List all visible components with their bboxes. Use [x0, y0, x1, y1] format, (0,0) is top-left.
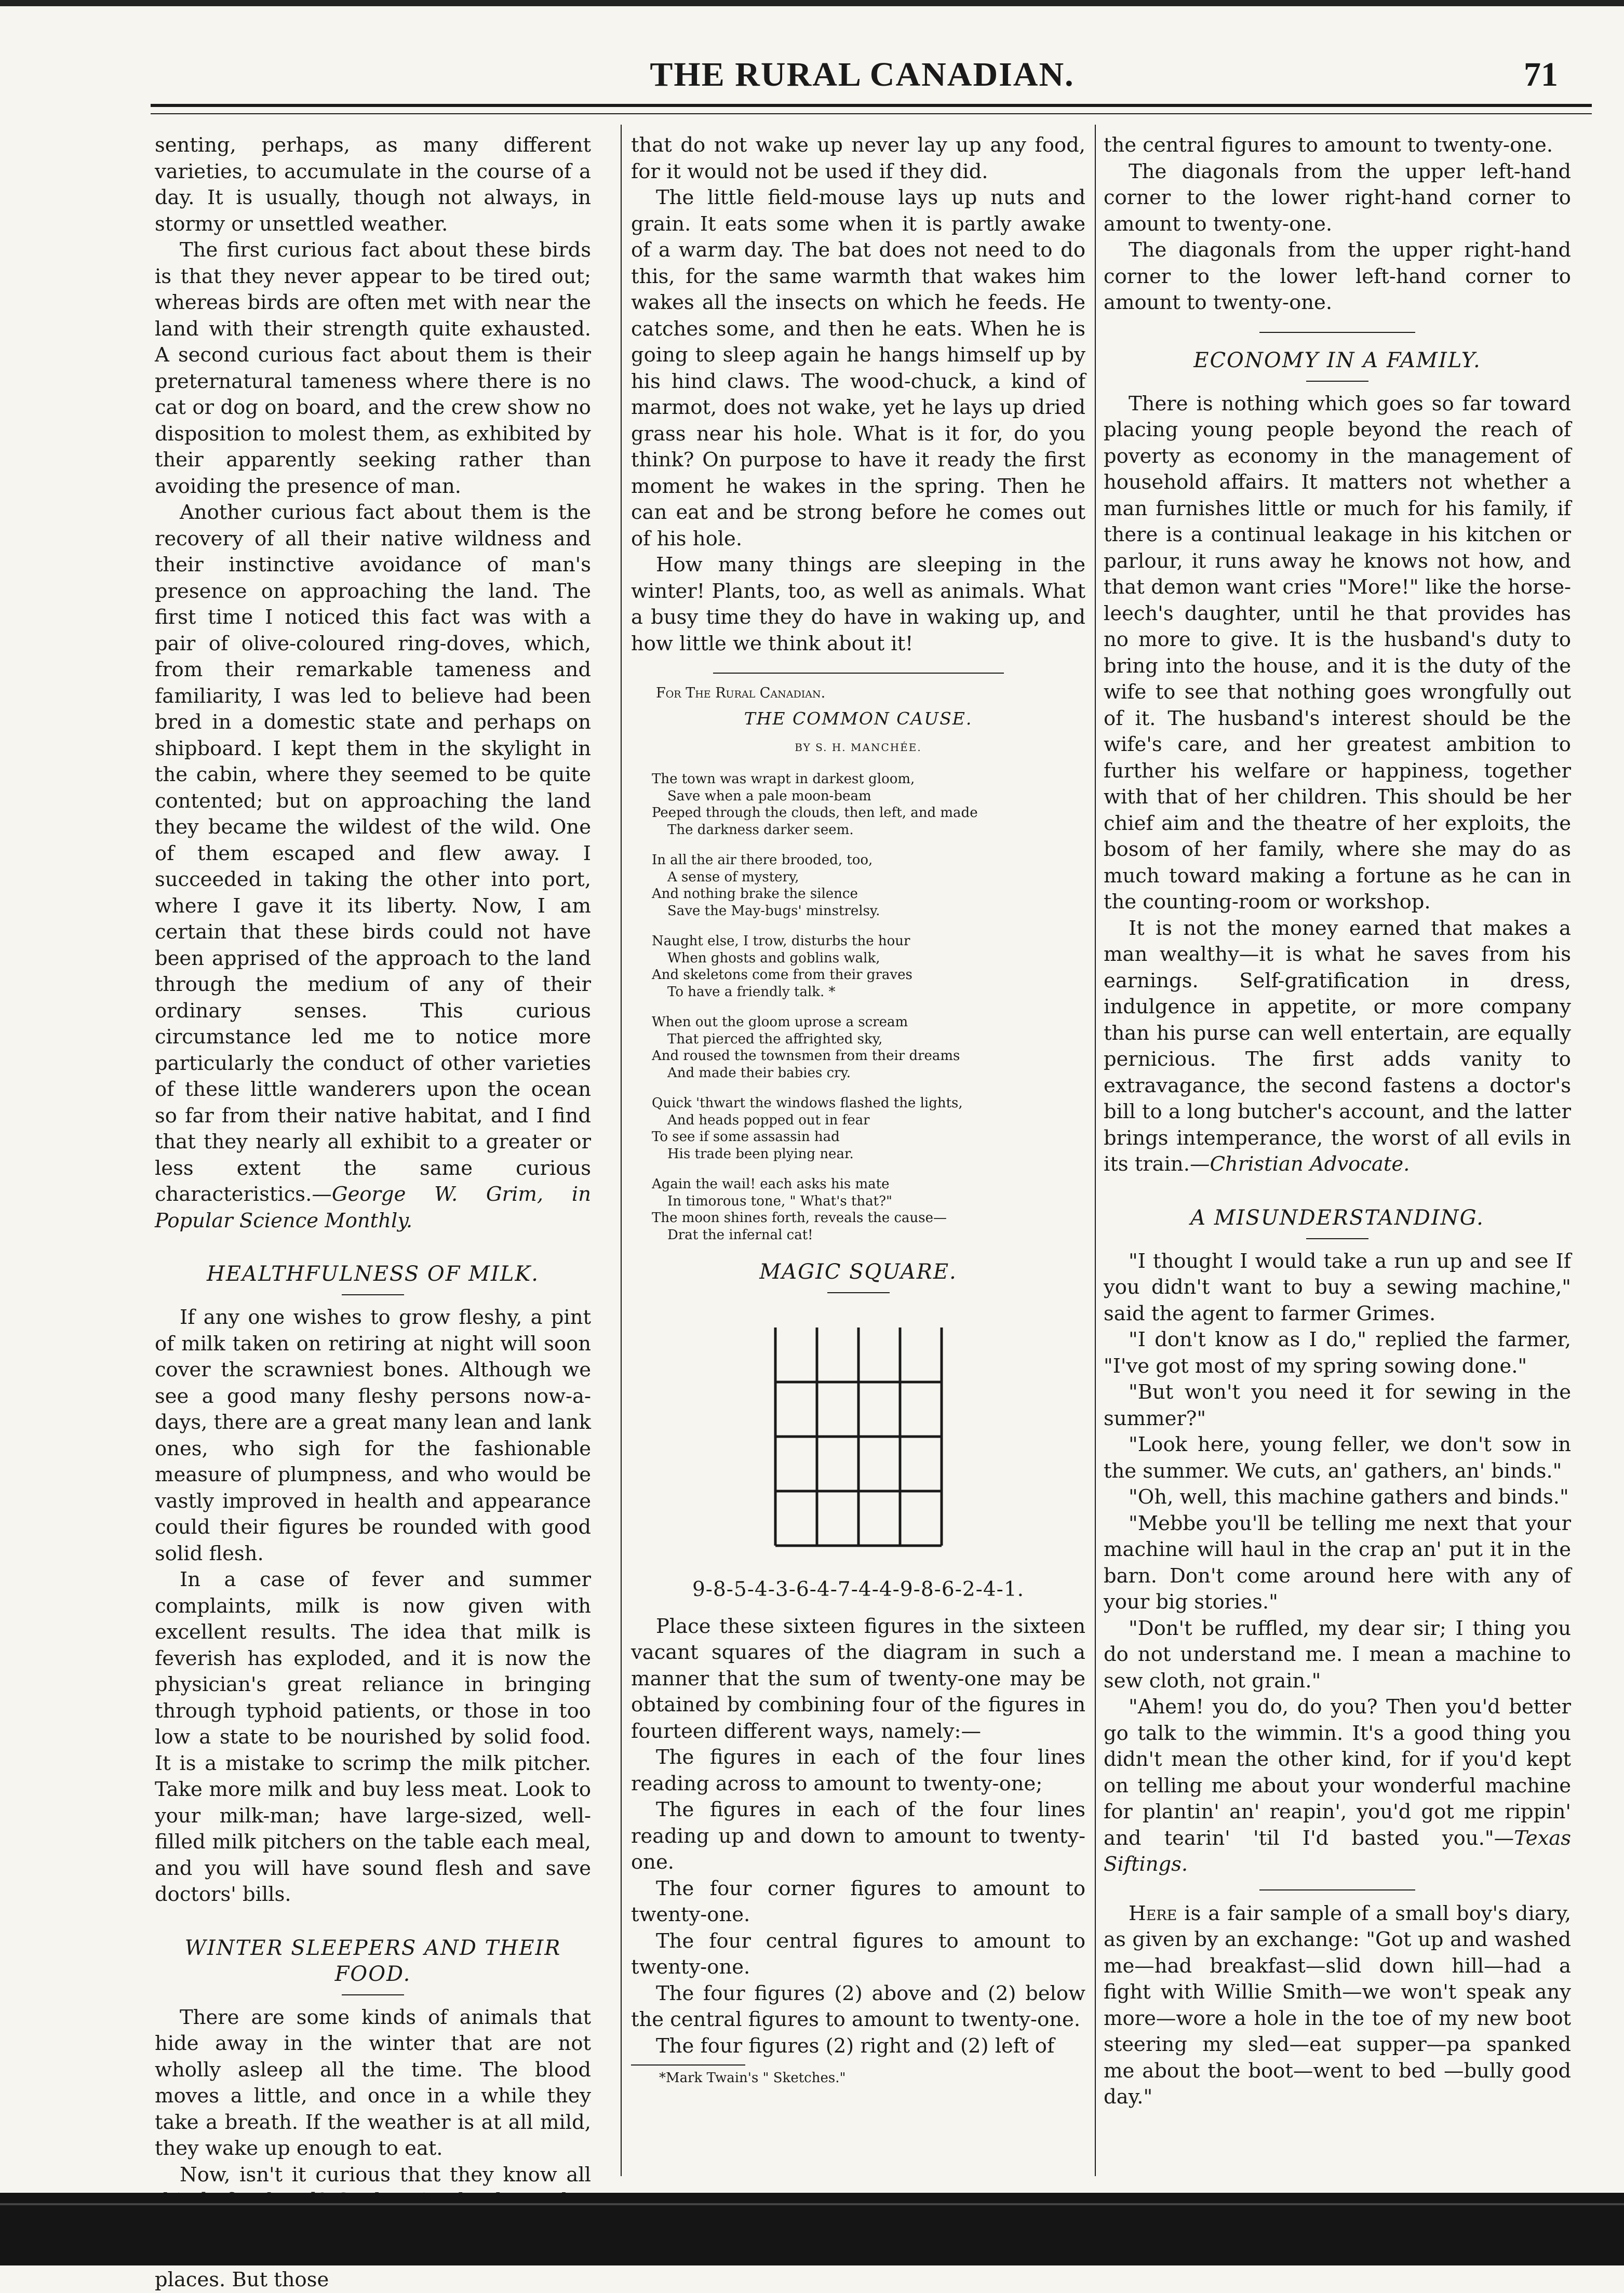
- heading-rule: [1306, 381, 1368, 382]
- section-rule: [1259, 1889, 1415, 1890]
- attribution: —Christian Advocate.: [1190, 1152, 1410, 1176]
- paragraph: "I thought I would take a run up and see If you didn't want to buy a sewing machine," said the agent to farmer Grimes.: [1104, 1249, 1571, 1327]
- poem-stanza: [652, 933, 1085, 1000]
- poem-line: His trade been plying near.: [652, 1146, 1085, 1163]
- paragraph: There are some kinds of animals that hide away in the winter that are not wholly asleep all the time. The blood moves a little, and once in a while they take a breath. If the weather is at all mild, they wake up enough to eat.: [155, 2005, 591, 2162]
- scan-streak: [0, 2203, 1624, 2205]
- paragraph: "Look here, young feller, we don't sow in the summer. We cuts, an' gathers, an' binds.": [1104, 1432, 1571, 1484]
- paragraph: "Oh, well, this machine gathers and binds.": [1104, 1484, 1571, 1511]
- paragraph: that do not wake up never lay up any food, for it would not be used if they did.: [631, 132, 1085, 185]
- column-1: [155, 132, 591, 2293]
- column-3: [1104, 132, 1571, 2111]
- attribution: —Texas Siftings.: [1104, 1827, 1571, 1876]
- paragraph: senting, perhaps, as many different varieties, to accumulate in the course of a day. It is usually, though not always, in stormy or unsettled weather.: [155, 132, 591, 237]
- section-rule: [1259, 332, 1415, 333]
- heading-rule: [342, 1294, 404, 1295]
- paragraph: [1104, 916, 1571, 1178]
- running-title: THE RURAL CANADIAN.: [145, 55, 1579, 95]
- heading-rule: [1306, 1238, 1368, 1239]
- paragraph: The little field-mouse lays up nuts and grain. It eats some when it is partly awake of a warm day. The bat does not need to do this, for the same warmth that wakes him wakes all the insects on which he feeds. He catches some, and then he eats. When he is going to sleep again he hangs himself up by his hind claws. The wood-chuck, a kind of marmot, does not wake, yet he lays up dried grass near his hole. What is it for, do you think? On purpose to have it ready the first moment he wakes in the spring. Then he can eat and be strong before he comes out of his hole.: [631, 185, 1085, 552]
- paragraph: [1104, 1901, 1571, 2111]
- poem-title: THE COMMON CAUSE.: [631, 706, 1085, 732]
- poem: [631, 771, 1085, 1243]
- heading-rule: [342, 1994, 404, 1995]
- article-heading-winter: WINTER SLEEPERS AND THEIR FOOD.: [155, 1935, 591, 1987]
- paragraph: The diagonals from the upper right-hand corner to the lower left-hand corner to amount to twenty-one.: [1104, 237, 1571, 316]
- poem-line: And roused the townsmen from their dreams: [652, 1048, 1085, 1065]
- article-heading-milk: HEALTHFULNESS OF MILK.: [155, 1261, 591, 1287]
- page-number: 71: [1524, 55, 1558, 95]
- header-rule-thick: [151, 104, 1592, 107]
- paragraph: [155, 500, 591, 1234]
- paragraph-text: "Ahem! you do, do you? Then you'd better go talk to the wimmin. It's a good thing you didn't mean the other kind, for if you'd kept on telling me about your wonderful machine for plantin' an' reapin', you'd got me rippin' and tearin' 'til I'd basted you.": [1104, 1695, 1571, 1850]
- paragraph: "Don't be ruffled, my dear sir; I thing you do not understand me. I mean a machine to sew cloth, not grain.": [1104, 1616, 1571, 1695]
- poem-line: A sense of mystery,: [652, 869, 1085, 886]
- header-rule-thin: [151, 113, 1592, 114]
- poem-line: And skeletons come from their graves: [652, 967, 1085, 984]
- magic-square-diagram: [770, 1317, 947, 1556]
- poem-stanza: [652, 1014, 1085, 1081]
- column-divider-2: [1095, 125, 1096, 2176]
- section-rule: [713, 673, 1004, 674]
- poem-line: In timorous tone, " What's that?": [652, 1193, 1085, 1210]
- paragraph: The diagonals from the upper left-hand corner to the lower right-hand corner to amount to twenty-one.: [1104, 159, 1571, 238]
- paragraph: How many things are sleeping in the winter! Plants, too, as well as animals. What a busy time they do have in waking up, and how little we think about it!: [631, 552, 1085, 657]
- article-heading-economy: ECONOMY IN A FAMILY.: [1104, 347, 1571, 373]
- paragraph: the central figures to amount to twenty-one.: [1104, 132, 1571, 159]
- poem-line: Save when a pale moon-beam: [652, 788, 1085, 805]
- poem-line: Naught else, I trow, disturbs the hour: [652, 933, 1085, 950]
- paragraph: "But won't you need it for sewing in the summer?": [1104, 1379, 1571, 1432]
- poem-line: When ghosts and goblins walk,: [652, 950, 1085, 967]
- paragraph: The four figures (2) right and (2) left of: [631, 2033, 1085, 2060]
- attribution: —George W. Grim, in Popular Science Monthly.: [155, 1183, 591, 1232]
- paragraph: The figures in each of the four lines reading across to amount to twenty-one;: [631, 1745, 1085, 1797]
- poem-line: Quick 'thwart the windows flashed the lights,: [652, 1095, 1085, 1112]
- poem-line: In all the air there brooded, too,: [652, 852, 1085, 869]
- article-heading-misunderstanding: A MISUNDERSTANDING.: [1104, 1205, 1571, 1231]
- paragraph: "Mebbe you'll be telling me next that your machine will haul in the crap an' put it in the barn. Don't come around here with any of your big stories.": [1104, 1511, 1571, 1616]
- paragraph: [1104, 1694, 1571, 1878]
- paragraph: The four corner figures to amount to twenty-one.: [631, 1876, 1085, 1928]
- poem-line: And made their babies cry.: [652, 1065, 1085, 1082]
- heading-rule: [827, 1292, 890, 1293]
- paragraph: There is nothing which goes so far toward placing young people beyond the reach of poverty as economy in the management of household affairs. It matters not whether a man furnishes little or much for his family, if there is a continual leakage in his kitchen or parlour, it runs away he knows not how, and that demon want cries "More!" like the horse-leech's daughter, until he that provides has no more to give. It is the husband's duty to bring into the house, and it is the duty of the wife to see that nothing goes wrongfully out of it. The husband's interest should be the wife's care, and her greatest ambition to further his welfare or happiness, together with that of her children. This should be her chief aim and the theatre of her exploits, the bosom of her family, where she may do as much toward making a fortune as he can in the counting-room or workshop.: [1104, 391, 1571, 916]
- poem-line: Again the wail! each asks his mate: [652, 1176, 1085, 1193]
- poem-line: To see if some assassin had: [652, 1129, 1085, 1146]
- poem-line: That pierced the affrighted sky,: [652, 1031, 1085, 1048]
- column-2: [631, 132, 1085, 2086]
- poem-line: And heads popped out in fear: [652, 1112, 1085, 1129]
- bottom-scan-border: [0, 2193, 1624, 2265]
- footnote-rule: [631, 2064, 745, 2066]
- poem-credit: For The Rural Canadian.: [631, 684, 1085, 703]
- figure-sequence: 9-8-5-4-3-6-4-7-4-4-9-8-6-2-4-1.: [631, 1577, 1085, 1603]
- column-divider-1: [621, 125, 622, 2176]
- poem-line: Drat the infernal cat!: [652, 1227, 1085, 1244]
- paragraph: The four central figures to amount to twenty-one.: [631, 1928, 1085, 1981]
- footnote: *Mark Twain's " Sketches.": [631, 2070, 1085, 2086]
- paragraph: The figures in each of the four lines reading up and down to amount to twenty-one.: [631, 1797, 1085, 1876]
- poem-line: The town was wrapt in darkest gloom,: [652, 771, 1085, 788]
- poem-stanza: [652, 771, 1085, 838]
- paragraph: Place these sixteen figures in the sixteen vacant squares of the diagram in such a manner that the sum of twenty-one may be obtained by combining four of the figures in fourteen different ways, namely:—: [631, 1614, 1085, 1745]
- poem-stanza: [652, 1095, 1085, 1162]
- poem-line: Peeped through the clouds, then left, and made: [652, 804, 1085, 822]
- paragraph: "I don't know as I do," replied the farmer, "I've got most of my spring sowing done.": [1104, 1327, 1571, 1379]
- lead-in: Here: [1129, 1902, 1177, 1925]
- poem-line: Save the May-bugs' minstrelsy.: [652, 903, 1085, 920]
- poem-line: And nothing brake the silence: [652, 886, 1085, 903]
- paragraph-text: is a fair sample of a small boy's diary, as given by an exchange: "Got up and washed me—had breakfast—slid down hill—had a fight with Willie Smith—we won't speak any more—wore a hole in the toe of my new boot steering my sled—eat supper—pa spanked me about the boot—went to bed —bully good day.": [1104, 1902, 1571, 2109]
- paragraph: Now, isn't it curious that they know all places. But those: [155, 2162, 591, 2293]
- article-heading-magic-square: MAGIC SQUARE.: [631, 1259, 1085, 1285]
- paragraph: The four figures (2) above and (2) below the central figures to amount to twenty-one.: [631, 1981, 1085, 2033]
- paragraph: In a case of fever and summer complaints, milk is now given with excellent results. The idea that milk is feverish has exploded, and it is now the physician's great reliance in bringing through typhoid patients, or those in too low a state to be nourished by solid food. It is a mistake to scrimp the milk pitcher. Take more milk and buy less meat. Look to your milk-man; have large-sized, well-filled milk pitchers on the table each meal, and you will have sound flesh and save doctors' bills.: [155, 1567, 591, 1908]
- paragraph-text: Another curious fact about them is the recovery of all their native wildness and their instinctive avoidance of man's presence on approaching the land. The first time I noticed this fact was with a pair of olive-coloured ring-doves, which, from their remarkable tameness and familiarity, I was led to believe had been bred in a domestic state and perhaps on shipboard. I kept them in the skylight in the cabin, where they seemed to be quite contented; but on approaching the land they became the wildest of the wild. One of them escaped and flew away. I succeeded in taking the other into port, where I gave it its liberty. Now, I am certain that these birds could not have been apprised of the approach to the land through the medium of any of their ordinary senses. This curious circumstance led me to notice more particularly the conduct of other varieties of these little wanderers upon the ocean so far from their native habitat, and I find that they nearly all exhibit to a greater or less extent the same curious characteristics.: [155, 501, 591, 1206]
- poem-stanza: [652, 852, 1085, 919]
- poem-line: The moon shines forth, reveals the cause—: [652, 1210, 1085, 1227]
- poem-byline: BY S. H. MANCHÉE.: [631, 734, 1085, 761]
- paragraph: The first curious fact about these birds is that they never appear to be tired out; whereas birds are often met with near the land with their strength quite exhausted. A second curious fact about them is their preternatural tameness where there is no cat or dog on board, and the crew show no disposition to molest them, as exhibited by their apparently seeking rather than avoiding the presence of man.: [155, 237, 591, 500]
- paragraph-text: It is not the money earned that makes a man wealthy—it is what he saves from his earnings. Self-gratification in dress, indulgence in appetite, or more company than his purse can well entertain, are equally pernicious. The first adds vanity to extravagance, the second fastens a doctor's bill to a long butcher's account, and the latter brings intemperance, the worst of all evils in its train.: [1104, 917, 1571, 1176]
- top-edge-border: [0, 0, 1624, 6]
- poem-line: To have a friendly talk. *: [652, 984, 1085, 1001]
- page-header: [145, 50, 1579, 97]
- poem-stanza: [652, 1176, 1085, 1243]
- magic-square-grid: [770, 1317, 947, 1556]
- poem-line: When out the gloom uprose a scream: [652, 1014, 1085, 1031]
- poem-line: The darkness darker seem.: [652, 822, 1085, 839]
- paragraph: If any one wishes to grow fleshy, a pint of milk taken on retiring at night will soon cover the scrawniest bones. Although we see a good many fleshy persons now-a-days, there are a great many lean and lank ones, who sigh for the fashionable measure of plumpness, and who would be vastly improved in health and appearance could their figures be rounded with good solid flesh.: [155, 1305, 591, 1567]
